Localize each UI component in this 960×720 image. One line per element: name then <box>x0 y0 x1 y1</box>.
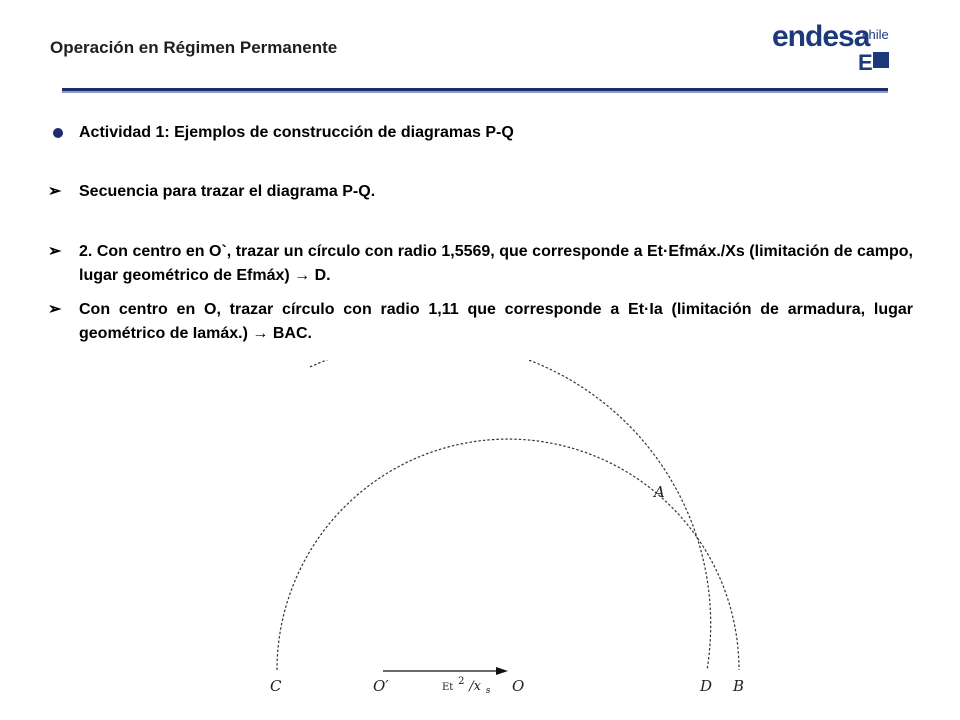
arrow-bullet-icon: ➢ <box>48 243 62 260</box>
vector-label-base: Et <box>442 682 454 693</box>
round-bullet-icon <box>53 128 63 138</box>
label-b: B <box>733 677 745 695</box>
bullet-text: 2. Con centro en O`, trazar un círculo con radio 1,5569, que corresponde a Et·Efmáx./Xs (limitación de campo, lugar geométrico de Efmáx) → D. <box>79 243 913 284</box>
logo-wordmark: endesa <box>772 20 870 53</box>
bullet-text: Con centro en O, trazar círculo con radio 1,11 que corresponde a Et·Ia (limitación de armadura, lugar geométrico de Iamáx.) → BAC. <box>79 301 913 342</box>
arrow-bullet-icon: ➢ <box>48 183 62 200</box>
bullet-text: Actividad 1: Ejemplos de construcción de diagramas P-Q <box>79 124 514 141</box>
label-c: C <box>270 677 282 695</box>
logo-letter-mark: E <box>858 50 873 75</box>
page-title: Operación en Régimen Permanente <box>50 38 338 57</box>
vector-label-subscript: s <box>485 686 491 696</box>
label-a: A <box>654 483 665 501</box>
label-o-prime: O′ <box>373 677 389 695</box>
header-divider <box>62 88 888 93</box>
vector-label-sup: 2 <box>458 676 465 687</box>
field-limit-arc <box>310 360 711 670</box>
vector-label <box>442 670 491 696</box>
logo-tile-icon <box>873 52 889 68</box>
armature-limit-arc <box>277 439 739 670</box>
pq-diagram <box>250 360 770 710</box>
label-d: D <box>700 677 713 695</box>
label-o: O <box>512 677 525 695</box>
vector-label-sub-text: /x <box>469 679 481 694</box>
logo-subtitle: chile <box>862 27 889 42</box>
bullet-text: Secuencia para trazar el diagrama P-Q. <box>79 183 376 200</box>
endesa-logo <box>772 20 892 75</box>
arrow-bullet-icon: ➢ <box>48 301 62 318</box>
vector-arrowhead-icon <box>496 667 508 675</box>
